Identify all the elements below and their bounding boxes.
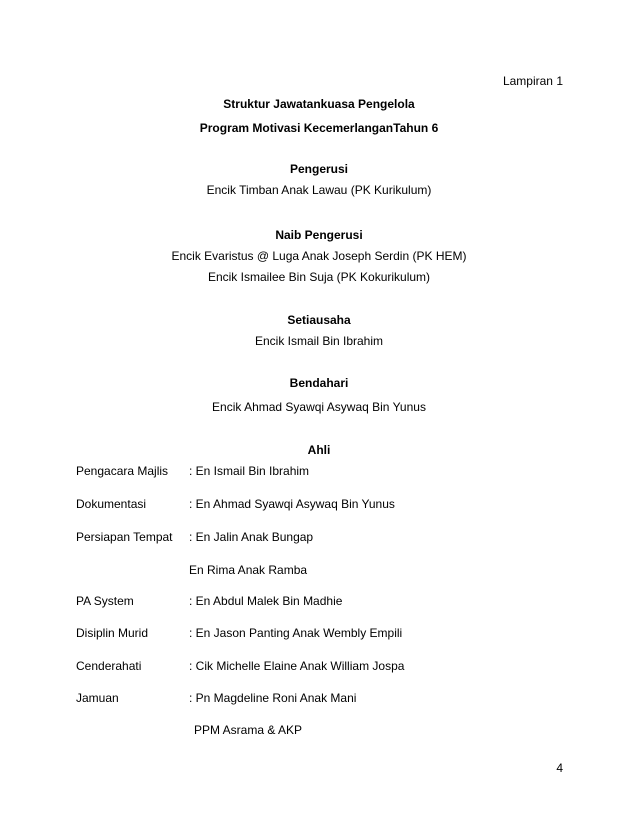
member-role: PA System [76,594,134,608]
member-role: Pengacara Majlis [76,464,169,478]
member-role: Jamuan [76,691,119,705]
member-role: Persiapan Tempat [76,530,173,544]
member-name: : En Ahmad Syawqi Asywaq Bin Yunus [189,497,395,511]
member-name: : Pn Magdeline Roni Anak Mani [189,691,357,705]
member-name: PPM Asrama & AKP [194,723,303,737]
section-heading-naib-pengerusi: Naib Pengerusi [275,228,363,242]
member-row [76,594,576,610]
page-number: 4 [556,761,563,775]
bendahari-name: Encik Ahmad Syawqi Asywaq Bin Yunus [212,400,426,414]
member-name: : En Jalin Anak Bungap [189,530,314,544]
naib-pengerusi-name-2: Encik Ismailee Bin Suja (PK Kokurikulum) [207,270,431,284]
member-role: Cenderahati [76,659,142,673]
member-row [76,691,576,707]
document-subtitle: Program Motivasi KecemerlanganTahun 6 [199,121,439,135]
member-role: Disiplin Murid [76,626,149,640]
member-row [76,659,576,675]
naib-pengerusi-name-1: Encik Evaristus @ Luga Anak Joseph Serdin (PK HEM) [171,249,467,263]
member-name: : Cik Michelle Elaine Anak William Jospa [189,659,405,673]
member-name: En Rima Anak Ramba [189,563,308,577]
member-row [76,497,576,513]
section-heading-setiausaha: Setiausaha [287,313,351,327]
member-row [76,626,576,642]
section-heading-pengerusi: Pengerusi [289,162,349,176]
member-name: : En Jason Panting Anak Wembly Empili [189,626,403,640]
member-name: : En Ismail Bin Ibrahim [189,464,310,478]
member-row [76,530,576,546]
member-row [76,723,576,739]
section-heading-ahli: Ahli [307,443,331,457]
attachment-label: Lampiran 1 [502,74,563,88]
setiausaha-name: Encik Ismail Bin Ibrahim [254,334,384,348]
pengerusi-name: Encik Timban Anak Lawau (PK Kurikulum) [206,183,432,197]
member-name: : En Abdul Malek Bin Madhie [189,594,343,608]
section-heading-bendahari: Bendahari [289,376,349,390]
member-role: Dokumentasi [76,497,147,511]
member-row [76,563,576,579]
member-row [76,464,576,480]
document-title: Struktur Jawatankuasa Pengelola [223,97,415,111]
